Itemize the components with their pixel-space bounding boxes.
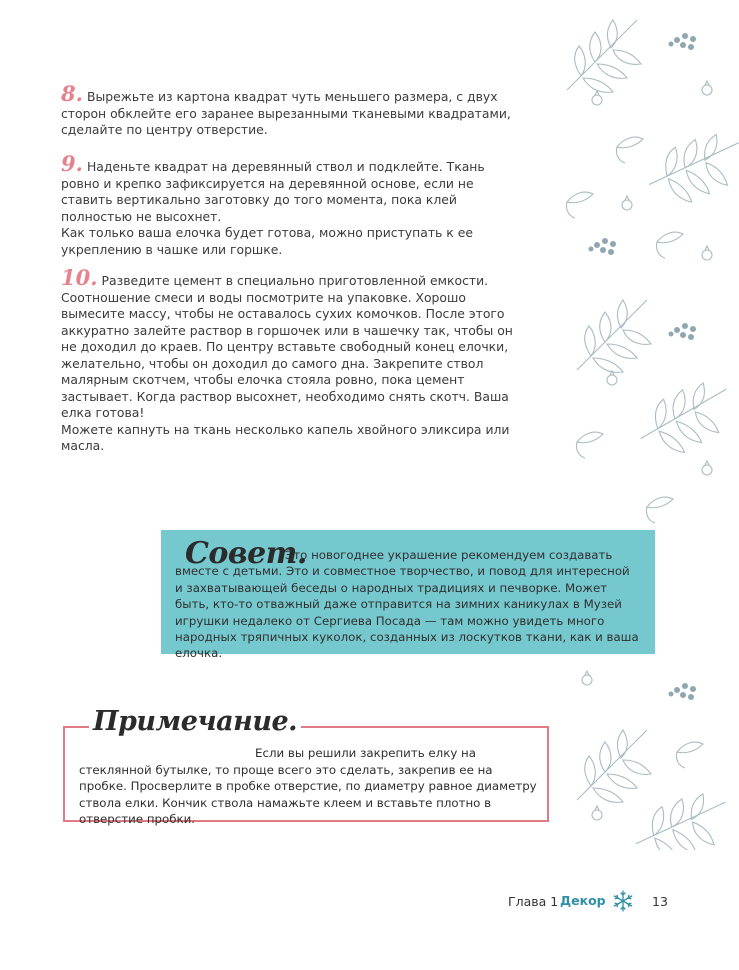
- note-heading: Примечание.: [89, 706, 301, 737]
- chapter-label: Глава 1: [508, 894, 559, 909]
- step-text: Наденьте квадрат на деревянный ствол и подклейте. Ткань ровно и крепко зафиксируется на деревянной основе, если не ставить вертикально заготовку до того момента, пока клей полностью не высохнет.: [61, 159, 485, 224]
- step-number: 10.: [61, 265, 98, 290]
- step-9: [61, 151, 523, 258]
- tip-box: [161, 530, 655, 661]
- step-8: [61, 81, 523, 139]
- page-number: 13: [652, 894, 668, 909]
- botanical-pattern: [557, 0, 739, 850]
- step-10: [61, 265, 523, 455]
- step-text: Разведите цемент в специально приготовленной емкости. Соотношение смеси и воды посмотрите на упаковке. Хорошо вымесите массу, чтобы не оставалось сухих комочков. После этого аккуратно залейте раствор в горшочек или в чашечку так, чтобы он не доходил до краев. По центру вставьте свободный конец елочки, желательно, чтобы он доходил до самого дна. Закрепите ствол малярным скотчем, чтобы елочка стояла ровно, пока цемент застывает. Когда раствор высохнет, необходимо снять скотч. Ваша елка готова!: [61, 273, 513, 420]
- tip-text: Это новогоднее украшение рекомендуем создавать вместе с детьми. Это и совместное творчество, и повод для интересной и захватывающей беседы о народных традициях и печворке. Может быть, кто-то отважный даже отправится на зимних каникулах в Музей игрушки недалеко от Сергиева Посада — там можно увидеть много народных тряпичных куколок, созданных из лоскутков ткани, как и ваша елочка.: [175, 548, 639, 661]
- note-box: [63, 706, 549, 827]
- step-text: Как только ваша елочка будет готова, можно приступать к ее укреплению в чашке или горшке.: [61, 225, 473, 257]
- section-label: Декор: [560, 893, 606, 908]
- step-text: Вырежьте из картона квадрат чуть меньшего размера, с двух сторон обклейте его заранее вырезанными тканевыми квадратами, сделайте по центру отверстие.: [61, 89, 511, 137]
- page-footer: [0, 890, 739, 914]
- snowflake-icon: [612, 890, 634, 912]
- step-text: Можете капнуть на ткань несколько капель хвойного эликсира или масла.: [61, 421, 510, 453]
- step-number: 9.: [61, 151, 83, 176]
- tip-heading: Совет.: [185, 536, 307, 571]
- note-text: Если вы решили закрепить елку на стеклянной бутылке, то проще всего это сделать, закрепив ее на пробке. Просверлите в пробке отверстие, по диаметру равное диаметру ствола елки. Кончик ствола намажьте клеем и вставьте плотно в отверстие пробки.: [79, 746, 537, 827]
- step-number: 8.: [61, 81, 83, 106]
